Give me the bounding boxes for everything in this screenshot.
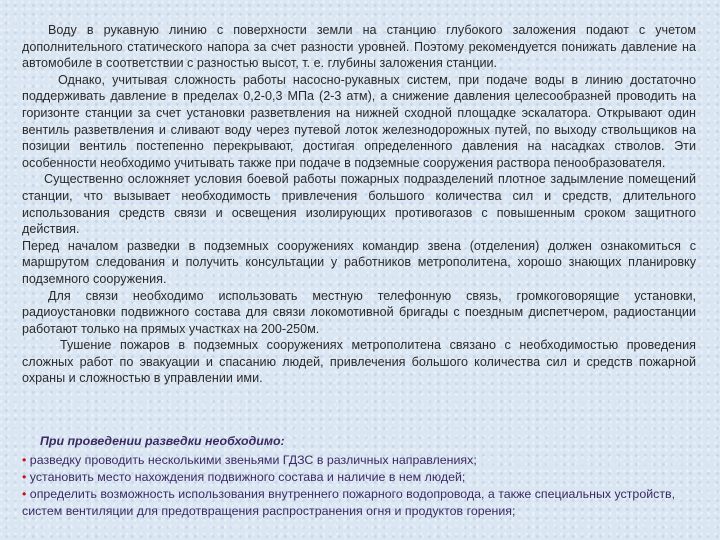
- bullet-icon: •: [22, 487, 27, 501]
- list-item: [22, 486, 696, 520]
- paragraph-pressure: Однако, учитывая сложность работы насосно-рукавных систем, при подаче воды в линию достаточно поддерживать давление в пределах 0,2-0,3 МПа (2-3 атм), а снижение давления целесообразней проводить на горизонте станции за счет установки разветвления на нижней сходной площадке эскалатора. Открывают один вентиль разветвления и сливают воду через путевой лоток железнодорожных путей, по выходу ствольщиков на позиции вентиль постепенно перекрывают, достигая определенного давления на насадках стволов. Эти особенности необходимо учитывать также при подаче в подземные сооружения раствора пенообразователя.: [22, 72, 696, 170]
- list-item-text: разведку проводить несколькими звеньями ГДЗС в различных направлениях;: [29, 453, 477, 467]
- paragraph-water-supply: Воду в рукавную линию с поверхности земли на станцию глубокого заложения подают с учетом дополнительного статического напора за счет разности уровней. Поэтому рекомендуется понижать давление на автомобиле в соответствии с разностью высот, т. е. глубины заложения станции.: [22, 23, 696, 71]
- paragraph-reconnaissance: Перед началом разведки в подземных сооружениях командир звена (отделения) должен ознакомиться с маршрутом следования и получить консультации у работников метрополитена, хорошо знающих планировку подземного сооружения.: [22, 238, 696, 286]
- body-text: [22, 22, 696, 387]
- list-item: [22, 469, 696, 486]
- requirements-list: [22, 433, 696, 520]
- list-item-text: определить возможность использования внутреннего пожарного водопровода, а также специальных устройств, систем вентиляции для предотвращения распространения огня и продуктов горения;: [22, 487, 676, 518]
- paragraph-extinguishing: Тушение пожаров в подземных сооружениях метрополитена связано с необходимостью проведения сложных работ по эвакуации и спасанию людей, привлечения большого количества сил и средств пожарной охраны и сложностью в управлении ими.: [22, 338, 696, 386]
- list-item-text: установить место нахождения подвижного состава и наличие в нем людей;: [29, 470, 466, 484]
- bullet-icon: •: [22, 453, 27, 467]
- list-heading: При проведении разведки необходимо:: [40, 434, 285, 448]
- list-item: [22, 452, 696, 469]
- paragraph-communication: Для связи необходимо использовать местную телефонную связь, громкоговорящие установки, радиоустановки подвижного состава для связи локомотивной бригады с поездным диспетчером, радиостанции работают только на прямых участках на 200-250м.: [22, 288, 696, 336]
- paragraph-smoke: Существенно осложняет условия боевой работы пожарных подразделений плотное задымление помещений станции, что вызывает необходимость привлечения большого количества сил и средств, длительного использования средств связи и освещения изолирующих противогазов с повышенным сроком защитного действия.: [22, 172, 696, 237]
- bullet-icon: •: [22, 470, 27, 484]
